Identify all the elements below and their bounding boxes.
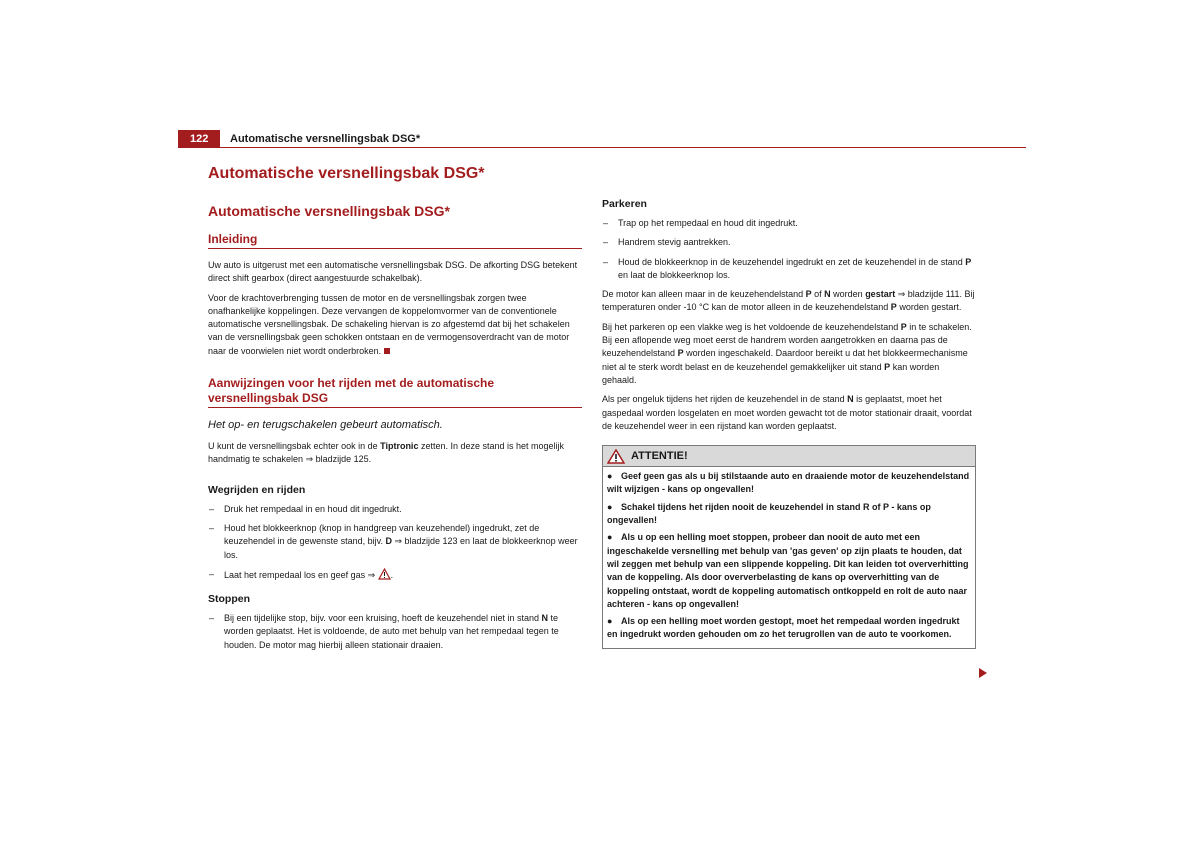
driving-heading: Aanwijzingen voor het rijden met de automatische versnellingsbak DSG <box>208 376 582 408</box>
bullet-icon: ● <box>607 471 613 482</box>
parkeren-heading: Parkeren <box>602 198 647 210</box>
chapter-title: Automatische versnellingsbak DSG* <box>208 165 485 182</box>
intro-paragraph-2: Voor de krachtoverbrenging tussen de motor en de versnellingsbak zorgen twee onafhankelijke koppelingen. Deze vervangen de koppelomvormer van de conventionele automatische versnellingsbak. De schakeling hiervan is zo afgestemd dat bij het schakelen van de versnellingsbak geen schokken ontstaan en de vermogensoverdracht van de motor naar de voorwielen niet wordt onderbroken. <box>208 292 570 356</box>
list-item: – Houd de blokkeerknop in de keuzehendel ingedrukt en zet de keuzehendel in de stand P en laat de blokkeerknop los. <box>602 256 976 283</box>
list-item: – Laat het rempedaal los en geef gas ⇒ . <box>208 568 582 582</box>
warning-item: ● Als op een helling moet worden gestopt, moet het rempedaal worden ingedrukt en ingedrukt worden gehouden om zo het terugrollen van de auto te voorkomen. <box>607 616 960 640</box>
warning-box <box>602 445 976 649</box>
warning-item: ● Geef geen gas als u bij stilstaande auto en draaiende motor de keuzehendelstand wilt wijzigen - kans op ongevallen! <box>607 471 970 495</box>
warning-item: ● Als u op een helling moet stoppen, probeer dan nooit de auto met een ingeschakelde versnelling met behulp van 'gas geven' op zijn plaats te houden, dat wil zeggen met behulp van een slippende koppeling. Dit kan leiden tot oververhitting van de koppeling. Als door oververbelasting de kans op oververhitting van de koppeling ontstaat, wordt de koppeling automatisch ontkoppeld en rolt de auto naar achteren - kans op ongevallen! <box>607 532 969 609</box>
stoppen-heading: Stoppen <box>208 593 250 606</box>
bullet-icon: ● <box>607 501 613 512</box>
end-marker-icon <box>384 348 390 354</box>
list-item: – Trap op het rempedaal en houd dit ingedrukt. <box>602 217 976 230</box>
page-header <box>178 130 1026 148</box>
neutral-paragraph: Als per ongeluk tijdens het rijden de keuzehendel in de stand N is geplaatst, moet het gaspedaal worden losgelaten en moet worden gewacht tot de motor stationair draait, voordat de keuzehendel weer in een rijstand kan worden geplaatst. <box>602 394 972 431</box>
intro-heading: Inleiding <box>208 232 582 249</box>
stoppen-list <box>208 612 582 652</box>
bullet-icon: ● <box>607 616 613 627</box>
list-item: – Druk het rempedaal in en houd dit ingedrukt. <box>208 503 582 516</box>
warning-item: ● Schakel tijdens het rijden nooit de keuzehendel in stand R of P - kans op ongevallen! <box>607 501 931 526</box>
section-title: Automatische versnellingsbak DSG* <box>208 203 450 219</box>
list-item: – Houd het blokkeerknop (knop in handgreep van keuzehendel) ingedrukt, zet de keuzehendel in de gewenste stand, bijv. D ⇒ bladzijde 123 en laat de blokkeerknop weer los. <box>208 522 582 562</box>
list-item: – Handrem stevig aantrekken. <box>602 236 976 249</box>
warning-triangle-icon <box>378 568 391 580</box>
right-column <box>602 197 976 649</box>
warning-header <box>603 446 975 467</box>
parkeren-list <box>602 217 976 282</box>
bullet-icon: ● <box>607 532 613 543</box>
continue-arrow-icon <box>978 668 988 678</box>
driving-intro: Het op- en terugschakelen gebeurt automatisch. <box>208 419 443 432</box>
tiptronic-paragraph: U kunt de versnellingsbak echter ook in de Tiptronic zetten. In deze stand is het mogelijk handmatig te schakelen ⇒ bladzijde 125. <box>208 441 565 465</box>
wegrijden-list <box>208 503 582 582</box>
wegrijden-heading: Wegrijden en rijden <box>208 483 306 496</box>
intro-paragraph-1: Uw auto is uitgerust met een automatische versnellingsbak DSG. De afkorting DSG betekent direct shift gearbox (direct aangestuurde schakelbak). <box>208 260 578 284</box>
warning-triangle-icon <box>607 449 625 464</box>
warning-title: ATTENTIE! <box>631 450 688 463</box>
header-rule <box>220 147 1026 148</box>
parking-paragraph: Bij het parkeren op een vlakke weg is het voldoende de keuzehendelstand P in te schakelen. Bij een aflopende weg moet eerst de handrem worden aangetrokken en daarna pas de keuzehendelstand P worden ingeschakeld. Daardoor bereikt u dat het blokkeermechanisme niet al te sterk wordt belast en de keuzehendel gemakkelijker uit stand P kan worden gehaald. <box>602 321 972 385</box>
start-paragraph: De motor kan alleen maar in de keuzehendelstand P of N worden gestart ⇒ bladzijde 111. Bij temperaturen onder -10 °C kan de motor alleen in de keuzehendelstand P worden gestart. <box>602 289 975 313</box>
left-column <box>208 164 582 658</box>
warning-body <box>603 467 975 648</box>
page-number: 122 <box>178 130 220 148</box>
list-item: – Bij een tijdelijke stop, bijv. voor een kruising, hoeft de keuzehendel niet in stand N te worden geplaatst. Het is voldoende, de auto met behulp van het rempedaal tegen te houden. De motor mag hierbij alleen stationair draaien. <box>208 612 582 652</box>
running-title: Automatische versnellingsbak DSG* <box>230 133 421 145</box>
